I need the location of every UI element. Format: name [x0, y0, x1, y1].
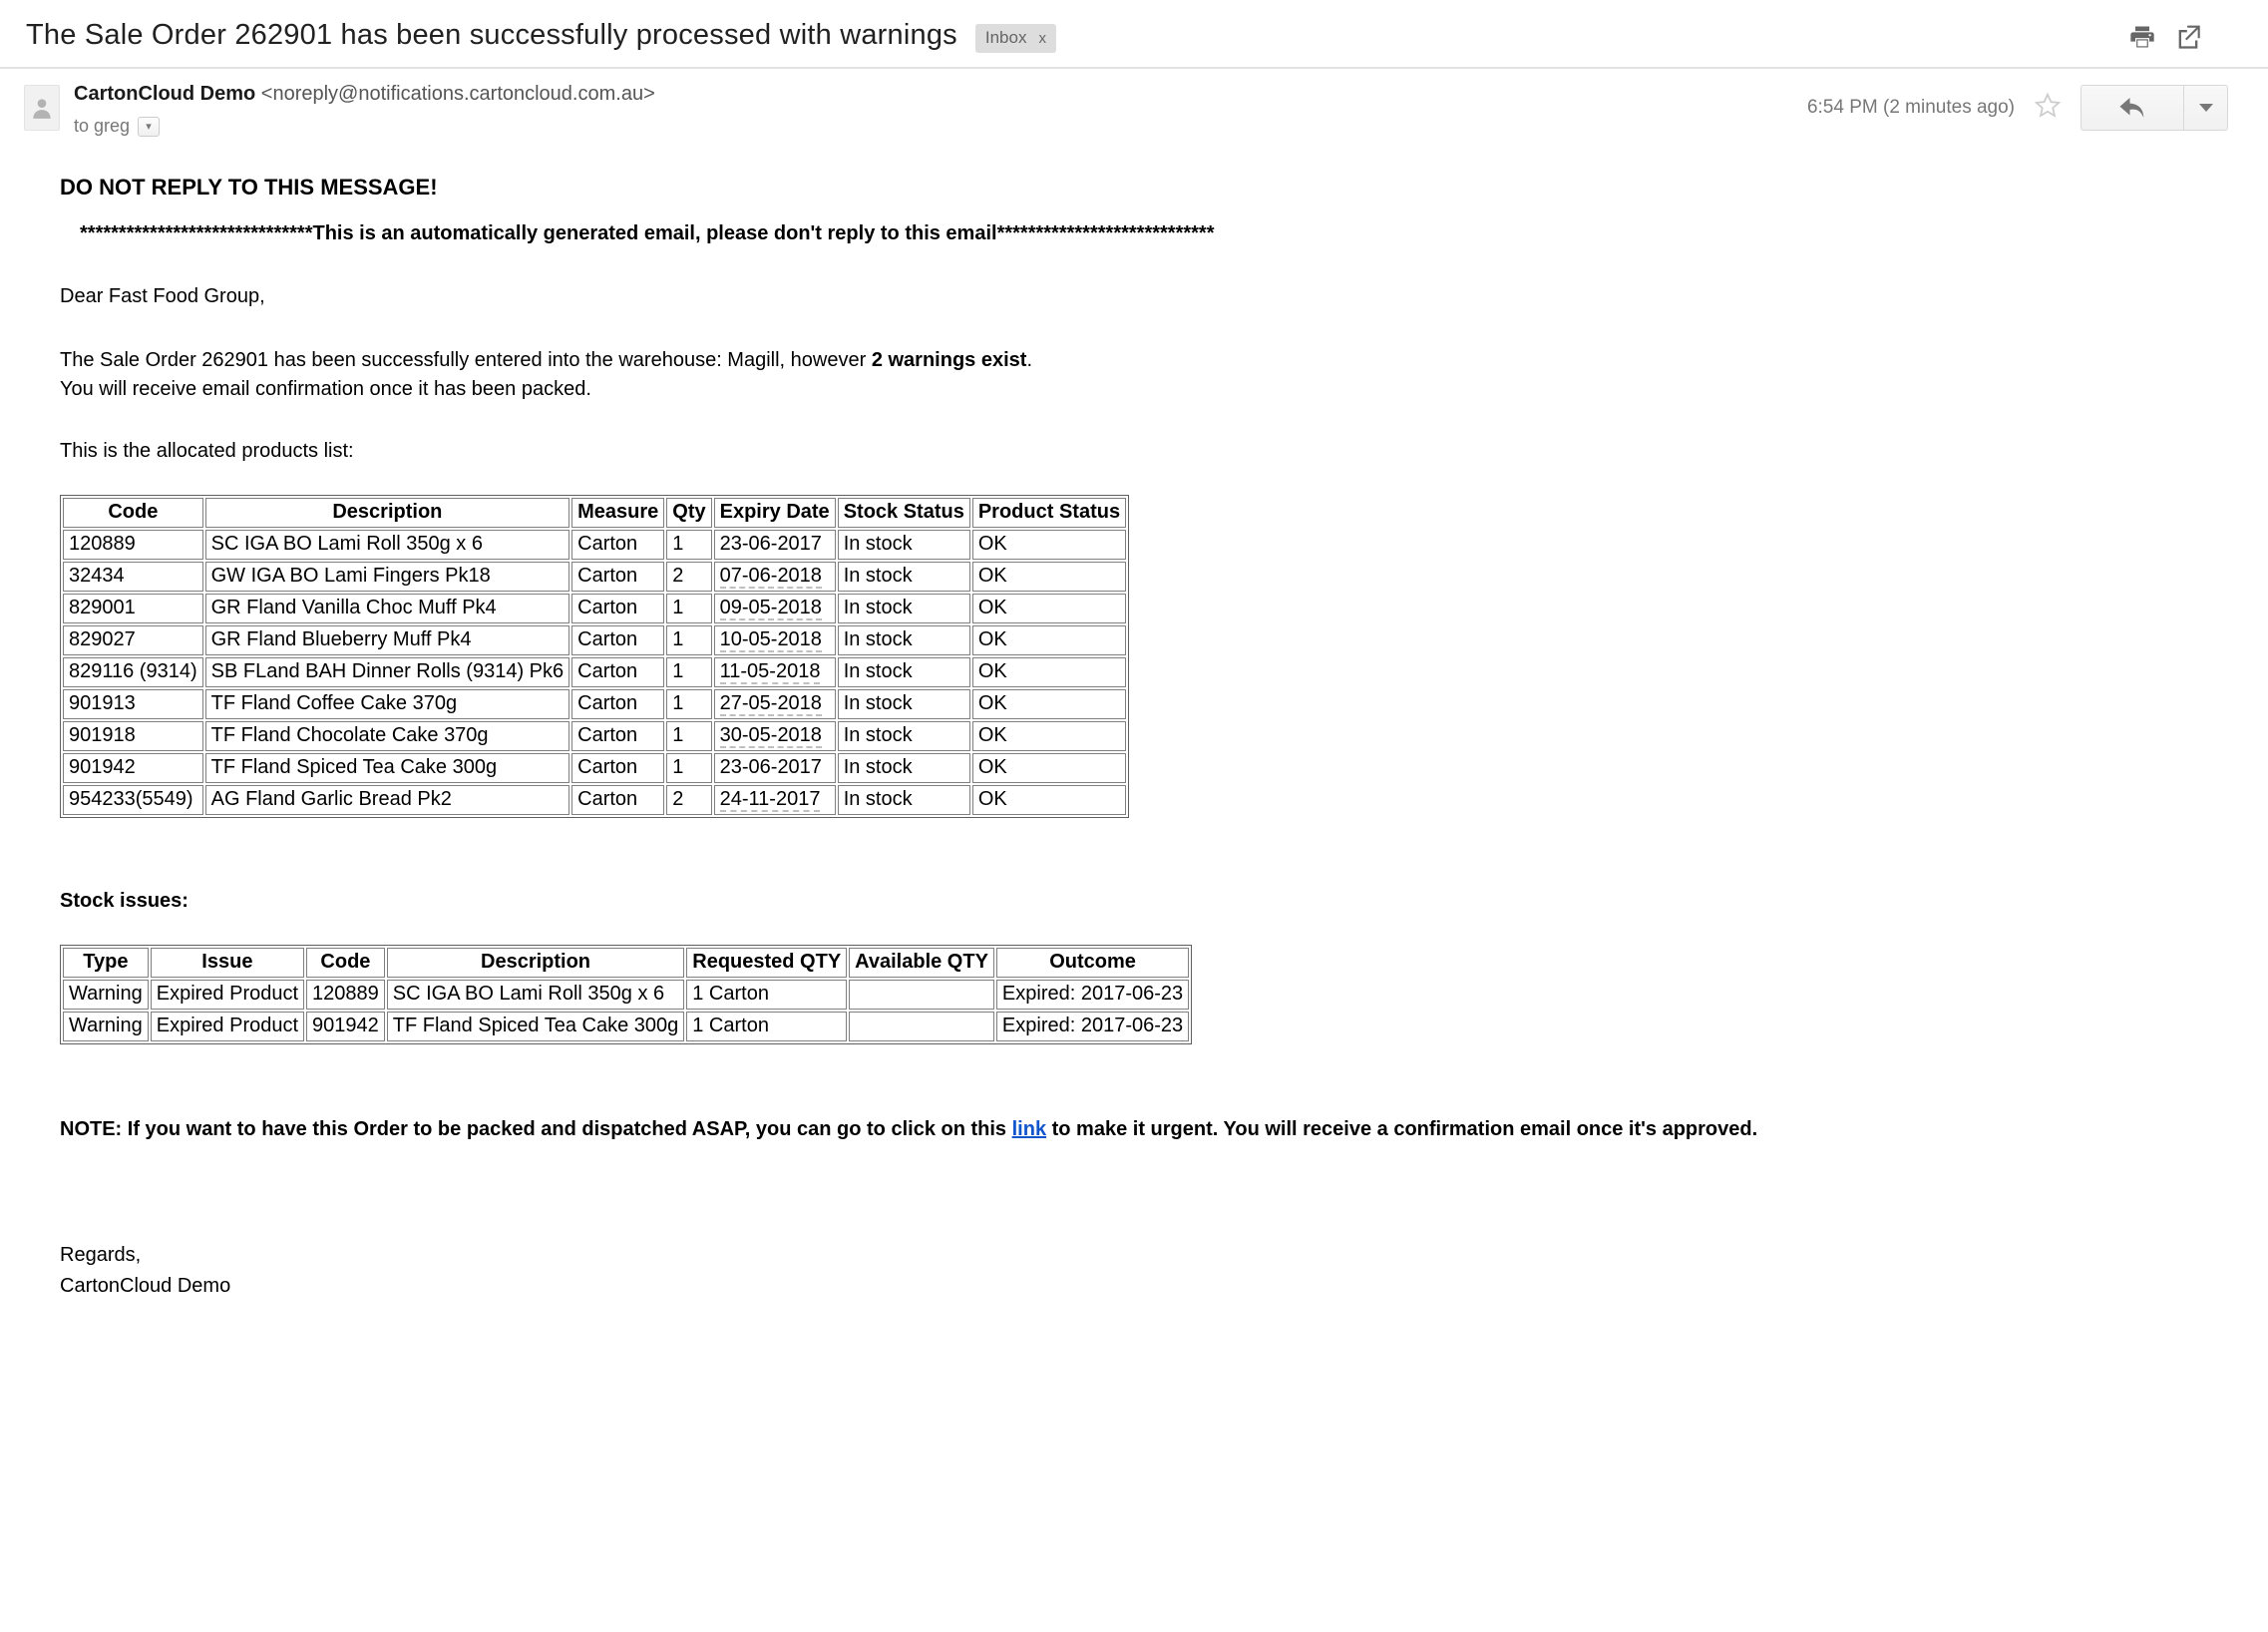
expiry-date-link[interactable]: 27-05-2018	[719, 692, 822, 714]
email-timestamp: 6:54 PM (2 minutes ago)	[1806, 97, 2015, 118]
table-cell: 1	[666, 625, 711, 655]
page-title: The Sale Order 262901 has been successfully processed with warnings	[26, 19, 957, 51]
reply-button-group	[2080, 85, 2228, 131]
reply-button[interactable]	[2080, 85, 2184, 131]
table-cell: OK	[972, 625, 1126, 655]
allocated-products-intro: This is the allocated products list:	[60, 440, 354, 462]
column-header: Expiry Date	[714, 498, 836, 528]
table-cell: SB FLand BAH Dinner Rolls (9314) Pk6	[205, 657, 570, 687]
sender-email: <noreply@notifications.cartoncloud.com.au>	[260, 83, 655, 105]
table-cell	[714, 657, 836, 687]
regards-text: Regards,	[60, 1244, 142, 1266]
allocated-products-table	[60, 495, 1129, 818]
table-cell: OK	[972, 721, 1126, 751]
table-cell: Warning	[63, 980, 149, 1010]
table-cell: 2	[666, 785, 711, 815]
table-cell: Expired Product	[151, 980, 304, 1010]
table-cell: 2	[666, 562, 711, 592]
table-row	[63, 594, 1126, 623]
table-cell: 901942	[306, 1012, 385, 1041]
table-cell: 1 Carton	[686, 980, 847, 1010]
table-cell	[714, 625, 836, 655]
table-cell: TF Fland Chocolate Cake 370g	[205, 721, 570, 751]
star-icon[interactable]	[2033, 91, 2063, 126]
table-cell: OK	[972, 530, 1126, 560]
table-cell: Carton	[571, 594, 664, 623]
table-cell: Carton	[571, 785, 664, 815]
table-cell: OK	[972, 689, 1126, 719]
table-cell: Carton	[571, 721, 664, 751]
table-cell: In stock	[838, 594, 970, 623]
table-cell: 1	[666, 753, 711, 783]
table-cell: Carton	[571, 689, 664, 719]
column-header: Description	[387, 948, 684, 978]
expiry-date-link[interactable]: 10-05-2018	[719, 628, 822, 650]
sender-row	[0, 69, 2268, 147]
table-cell: 829027	[63, 625, 203, 655]
do-not-reply-heading: DO NOT REPLY TO THIS MESSAGE!	[60, 175, 438, 200]
table-cell: In stock	[838, 721, 970, 751]
stock-issues-table	[60, 945, 1192, 1044]
table-cell: In stock	[838, 753, 970, 783]
expiry-date-link[interactable]: 11-05-2018	[719, 660, 821, 682]
table-cell	[714, 562, 836, 592]
table-row	[63, 1012, 1189, 1041]
table-row	[63, 980, 1189, 1010]
signature-block	[60, 1240, 2208, 1302]
column-header: Measure	[571, 498, 664, 528]
table-cell: Expired: 2017-06-23	[996, 1012, 1189, 1041]
urgent-link[interactable]: link	[1011, 1118, 1047, 1140]
table-cell: OK	[972, 562, 1126, 592]
table-cell: OK	[972, 753, 1126, 783]
summary-paragraph	[60, 346, 2208, 404]
expiry-date-link[interactable]: 07-06-2018	[719, 565, 822, 587]
table-cell	[849, 1012, 994, 1041]
table-cell: TF Fland Spiced Tea Cake 300g	[387, 1012, 684, 1041]
table-row	[63, 530, 1126, 560]
table-cell: In stock	[838, 689, 970, 719]
show-details-button[interactable]: ▾	[138, 117, 160, 137]
table-cell: 120889	[63, 530, 203, 560]
expiry-date-link[interactable]: 09-05-2018	[719, 597, 822, 618]
table-cell: 901913	[63, 689, 203, 719]
expiry-date-link[interactable]: 24-11-2017	[719, 788, 821, 810]
person-icon	[29, 95, 55, 121]
table-cell: Carton	[571, 562, 664, 592]
column-header: Product Status	[972, 498, 1126, 528]
table-row	[63, 785, 1126, 815]
table-cell: SC IGA BO Lami Roll 350g x 6	[387, 980, 684, 1010]
table-header-row	[63, 498, 1126, 528]
note-text-post: to make it urgent. You will receive a confirmation email once it's approved.	[1046, 1118, 1758, 1140]
table-cell: 1	[666, 721, 711, 751]
print-icon[interactable]	[2128, 23, 2156, 51]
inbox-label[interactable]: Inbox	[984, 28, 1027, 47]
warnings-count: 2 warnings exist	[871, 349, 1027, 371]
column-header: Outcome	[996, 948, 1189, 978]
table-cell	[714, 721, 836, 751]
table-cell: AG Fland Garlic Bread Pk2	[205, 785, 570, 815]
table-cell: TF Fland Coffee Cake 370g	[205, 689, 570, 719]
column-header: Available QTY	[849, 948, 994, 978]
generated-notice: ******************************This is an automatically generated email, please don't reply to this email****************************	[80, 222, 1215, 244]
table-cell: 829001	[63, 594, 203, 623]
more-options-button[interactable]	[2184, 85, 2228, 131]
table-cell: 1	[666, 594, 711, 623]
email-body	[0, 147, 2268, 1302]
table-cell	[714, 785, 836, 815]
expiry-date-link[interactable]: 30-05-2018	[719, 724, 822, 746]
column-header: Requested QTY	[686, 948, 847, 978]
confirmation-text: You will receive email confirmation once it has been packed.	[60, 378, 591, 400]
table-cell: 1 Carton	[686, 1012, 847, 1041]
table-cell: Carton	[571, 753, 664, 783]
table-header-row	[63, 948, 1189, 978]
table-cell: OK	[972, 785, 1126, 815]
table-cell: 1	[666, 657, 711, 687]
note-paragraph	[60, 1114, 2208, 1144]
summary-period: .	[1026, 349, 1032, 371]
table-cell: In stock	[838, 530, 970, 560]
table-cell	[714, 689, 836, 719]
table-cell: SC IGA BO Lami Roll 350g x 6	[205, 530, 570, 560]
summary-text: The Sale Order 262901 has been successfully entered into the warehouse: Magill, however	[60, 349, 872, 371]
table-cell: GW IGA BO Lami Fingers Pk18	[205, 562, 570, 592]
open-in-new-icon[interactable]	[2174, 23, 2202, 51]
signature-name: CartonCloud Demo	[60, 1275, 231, 1297]
table-row	[63, 721, 1126, 751]
table-cell: 23-06-2017	[714, 753, 836, 783]
column-header: Stock Status	[838, 498, 970, 528]
table-cell: In stock	[838, 562, 970, 592]
column-header: Type	[63, 948, 149, 978]
table-row	[63, 689, 1126, 719]
table-cell: Carton	[571, 530, 664, 560]
table-cell: Carton	[571, 625, 664, 655]
table-cell: GR Fland Blueberry Muff Pk4	[205, 625, 570, 655]
subject-row	[0, 0, 2268, 67]
table-cell: In stock	[838, 657, 970, 687]
table-row	[63, 753, 1126, 783]
inbox-remove-button[interactable]: x	[1038, 29, 1046, 47]
avatar	[24, 85, 60, 131]
table-cell: 901918	[63, 721, 203, 751]
table-cell: Expired: 2017-06-23	[996, 980, 1189, 1010]
table-cell: OK	[972, 594, 1126, 623]
greeting: Dear Fast Food Group,	[60, 285, 265, 307]
reply-icon	[2117, 95, 2147, 121]
table-cell: 901942	[63, 753, 203, 783]
table-cell: 1	[666, 689, 711, 719]
table-cell	[714, 594, 836, 623]
table-cell: TF Fland Spiced Tea Cake 300g	[205, 753, 570, 783]
recipient-line: to greg	[74, 116, 131, 136]
table-cell: 1	[666, 530, 711, 560]
table-cell: GR Fland Vanilla Choc Muff Pk4	[205, 594, 570, 623]
table-cell: 120889	[306, 980, 385, 1010]
chevron-down-icon	[2199, 104, 2213, 112]
stock-issues-heading: Stock issues:	[60, 890, 189, 912]
column-header: Description	[205, 498, 570, 528]
column-header: Code	[306, 948, 385, 978]
table-cell: In stock	[838, 625, 970, 655]
sender-name[interactable]: CartonCloud Demo	[74, 83, 256, 105]
table-cell: 829116 (9314)	[63, 657, 203, 687]
table-row	[63, 625, 1126, 655]
header-actions	[2128, 23, 2242, 51]
table-cell: Warning	[63, 1012, 149, 1041]
column-header: Issue	[151, 948, 304, 978]
column-header: Code	[63, 498, 203, 528]
note-text-pre: NOTE: If you want to have this Order to be packed and dispatched ASAP, you can go to click on this	[60, 1118, 1012, 1140]
table-cell: 954233(5549)	[63, 785, 203, 815]
table-row	[63, 562, 1126, 592]
table-cell: Expired Product	[151, 1012, 304, 1041]
table-cell: 32434	[63, 562, 203, 592]
table-cell: Carton	[571, 657, 664, 687]
table-cell: OK	[972, 657, 1126, 687]
table-cell: In stock	[838, 785, 970, 815]
inbox-label-chip[interactable]	[975, 24, 1056, 53]
table-cell	[849, 980, 994, 1010]
table-row	[63, 657, 1126, 687]
table-cell: 23-06-2017	[714, 530, 836, 560]
column-header: Qty	[666, 498, 711, 528]
